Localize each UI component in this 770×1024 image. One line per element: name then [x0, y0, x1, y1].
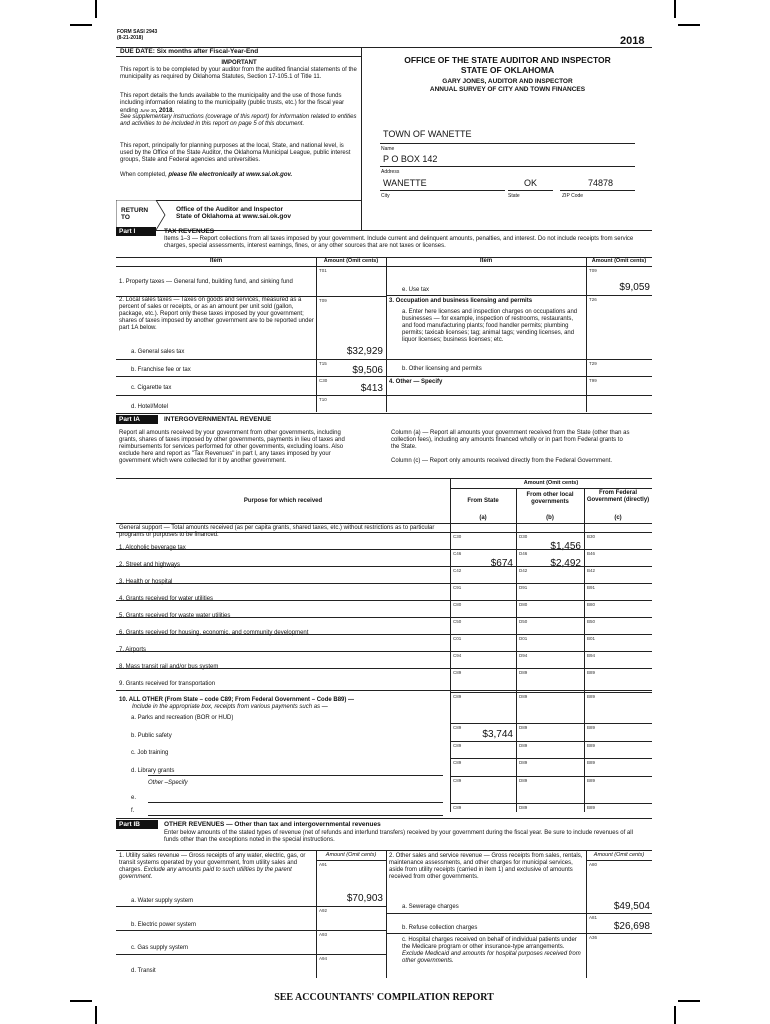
row-rule: [116, 600, 652, 601]
hospital-charges: c. Hospital charges received on behalf of individual patients under the Medicare program or other insurance-type arrangements. Exclude Medicaid and amounts for hospital purposes received from other governments.: [402, 937, 581, 964]
rule: [116, 954, 386, 955]
row-label: 4. Grants received for water utilities: [119, 596, 214, 602]
entity-city[interactable]: WANETTE: [383, 178, 427, 188]
crop-mark: [70, 24, 92, 26]
code-b: D91: [519, 585, 528, 590]
col-a-header: From State: [467, 498, 499, 504]
electric-power: b. Electric power system: [131, 922, 197, 928]
all-other-note: Include in the appropriate box, receipts from various payments such as —: [132, 704, 328, 710]
code-b: D89: [519, 805, 528, 810]
office-line1: OFFICE OF THE STATE AUDITOR AND INSPECTOR: [404, 55, 611, 65]
code-t99: T99: [589, 378, 597, 383]
part1-col-amount: Amount (Omit cents): [323, 258, 379, 264]
local-sales-taxes: 2. Local sales taxes — Taxes on goods and services, measured as a percent of sales or receipts, or as an amount per unit sold (gallon, package, etc.). Report only these taxes imposed by your government; shares of taxes imposed by another government are to be reported under part 1A below.: [119, 297, 314, 331]
return-to-line2: State of Oklahoma at www.sai.ok.gov: [176, 213, 291, 220]
use-tax-amount[interactable]: $9,059: [619, 282, 650, 293]
part1-label: Part I: [116, 227, 156, 236]
code-a: C91: [453, 585, 462, 590]
ib-amount-header-r: Amount (Omit cents): [593, 852, 645, 858]
rule: [116, 395, 386, 396]
code-a: C80: [453, 602, 462, 607]
code-b: D80: [519, 602, 528, 607]
code-b: D89: [519, 694, 528, 699]
code-a: C89: [453, 694, 462, 699]
office-line3: GARY JONES, AUDITOR AND INSPECTOR: [442, 78, 573, 85]
code-b: D89: [519, 725, 528, 730]
franchise-fee: b. Franchise fee or tax: [131, 367, 191, 373]
return-to-label: RETURN TO: [121, 207, 149, 221]
cigarette-tax: c. Cigarette tax: [131, 385, 172, 391]
other-sales-service: 2. Other sales and service revenue — Gross receipts from sales, rentals, maintenance assessments, and other charges for municipal services, aside from utility receipts (carried in item 1) and exclusive of amounts received from other governments.: [389, 853, 583, 880]
row-rule: [116, 634, 652, 635]
important-p2: This report details the funds available to the municipality and the use of those funds including information relating to the municipality (public trusts, etc.) for the fiscal year ending June 30, 2018.: [120, 93, 345, 114]
entity-zip[interactable]: 74878: [588, 178, 614, 188]
code-a: C89: [453, 743, 462, 748]
code-c: B89: [587, 725, 596, 730]
code-b: D42: [519, 568, 528, 573]
other-specify: 4. Other — Specify: [389, 379, 443, 385]
rule: [386, 376, 652, 377]
crop-mark: [678, 24, 700, 26]
important-p3: This report, principally for planning purposes at the local, State, and national level, is used by the Office of the State Auditor, the Oklahoma Municipal League, public interest groups, State and Federal agencies and universities.: [120, 143, 351, 163]
code-a: C46: [453, 551, 462, 556]
rule: [450, 478, 451, 812]
code-a: C89: [453, 670, 462, 675]
row-rule: [116, 583, 652, 584]
name-label: Name: [381, 146, 395, 152]
sub-row-label: b. Public safety: [131, 733, 172, 739]
crop-mark: [70, 1000, 92, 1002]
code-a36: A36: [589, 935, 598, 940]
rule: [316, 860, 386, 861]
important-p4: When completed, please file electronically at www.sai.ok.gov.: [120, 172, 293, 178]
specify-line: [148, 775, 443, 776]
utility-sales: 1. Utility sales revenue — Gross receipts of any water, electric, gas, or transit systems operated by your government, from utility sales and charges. Exclude any amounts paid to such utilities by the parent government.: [119, 853, 306, 880]
address-label: Address: [381, 169, 400, 175]
rule: [386, 913, 652, 914]
row-rule: [450, 776, 652, 777]
code-t09-right: T09: [589, 268, 597, 273]
other-specify-label: Other –Specify: [148, 780, 188, 786]
code-c: B50: [587, 619, 596, 624]
sewerage-amount[interactable]: $49,504: [613, 901, 650, 912]
code-b: D89: [519, 778, 528, 783]
code-a: C50: [453, 619, 462, 624]
sub-row-label: d. Library grants: [131, 768, 175, 774]
code-a94: A94: [319, 956, 328, 961]
rule: [116, 376, 386, 377]
rule: [316, 850, 317, 978]
code-b: D46: [519, 551, 528, 556]
gas-supply: c. Gas supply system: [131, 945, 189, 951]
other-licensing: b. Other licensing and permits: [402, 366, 482, 372]
code-c: B30: [587, 534, 596, 539]
code-a80: A80: [589, 862, 598, 867]
code-a92: A92: [319, 908, 328, 913]
rule: [116, 478, 652, 479]
row-label: 5. Grants received for waste water utilities: [119, 613, 231, 619]
part1b-label: Part IB: [116, 820, 158, 829]
row-label: 7. Airports: [119, 647, 147, 653]
code-c: B89: [587, 743, 596, 748]
code-a: C89: [453, 725, 462, 730]
rule: [380, 166, 635, 167]
code-t29: T29: [589, 361, 597, 366]
col-c-header: From Federal Government (directly): [586, 490, 650, 503]
footer-note: SEE ACCOUNTANTS' COMPILATION REPORT: [274, 992, 494, 1003]
part1a-right2: Column (c) — Report only amounts received directly from the Federal Government.: [391, 458, 613, 464]
entity-name[interactable]: TOWN OF WANETTE: [383, 129, 472, 139]
code-c: B01: [587, 636, 596, 641]
rule: [361, 47, 362, 230]
sub-row-label: f.: [131, 808, 135, 814]
crop-mark: [95, 0, 97, 18]
entity-state[interactable]: OK: [524, 178, 538, 188]
code-a: C89: [453, 778, 462, 783]
part1b-intro: Enter below amounts of the stated types of revenue (net of refunds and interfund transfers) received by your government during the fiscal year. Be sure to include revenues of all funds other than the exceptions noted in the special instructions.: [164, 830, 633, 843]
rule: [380, 143, 635, 144]
rule: [116, 359, 386, 360]
row-label: 3. Health or hospital: [119, 579, 173, 585]
specify-line: [148, 815, 443, 816]
code-c30: C30: [319, 378, 328, 383]
code-c: B42: [587, 568, 596, 573]
city-label: City: [381, 193, 390, 199]
code-b: D30: [519, 534, 528, 539]
part1-intro: Items 1–3 — Report collections from all taxes imposed by your government. Include current and delinquent amounts, penalties, and interest. Do not include receipts from service charges, special assessments, interest earnings, fines, or any other sources that are not taxes or licenses.: [164, 236, 634, 249]
rule: [508, 190, 553, 191]
crop-mark: [678, 1000, 700, 1002]
rule: [386, 850, 387, 978]
rule: [560, 190, 635, 191]
code-b: D89: [519, 743, 528, 748]
rule: [386, 359, 652, 360]
code-b: D01: [519, 636, 528, 641]
form-rev: (8-21-2018): [117, 35, 144, 41]
rule: [116, 266, 652, 267]
code-t15: T15: [319, 361, 327, 366]
part1b-title: OTHER REVENUES — Other than tax and intergovernmental revenues: [164, 821, 381, 828]
row-rule: [116, 668, 652, 669]
code-b: D89: [519, 670, 528, 675]
rule: [584, 488, 585, 812]
crop-mark: [674, 1006, 676, 1024]
row-rule: [450, 741, 652, 742]
code-c: B89: [587, 760, 596, 765]
property-taxes: 1. Property taxes — General fund, building fund, and sinking fund: [119, 279, 293, 285]
code-c: B91: [587, 585, 596, 590]
occupation-licensing: 3. Occupation and business licensing and permits: [389, 298, 533, 304]
row-rule: [116, 617, 652, 618]
rule: [586, 860, 652, 861]
code-c: B89: [587, 805, 596, 810]
general-sales-tax-amount[interactable]: $32,929: [346, 346, 383, 357]
row-rule: [450, 758, 652, 759]
rule: [386, 933, 652, 934]
general-sales-tax: a. General sales tax: [131, 349, 185, 355]
cigarette-tax-amount[interactable]: $413: [360, 383, 383, 394]
important-heading: IMPORTANT: [221, 60, 257, 66]
part1-title: TAX REVENUES: [164, 228, 215, 235]
code-a: C94: [453, 653, 462, 658]
refuse-collection: b. Refuse collection charges: [402, 925, 478, 931]
code-a: C89: [453, 760, 462, 765]
code-b: D89: [519, 760, 528, 765]
form-id: FORM SASI 2943: [117, 29, 158, 35]
row-label: 1. Alcoholic beverage tax: [119, 545, 186, 551]
part1-col-item: Item: [209, 258, 223, 264]
sub-row-label: a. Parks and recreation (BOR or HUD): [131, 715, 234, 721]
amount-local[interactable]: $2,492: [550, 558, 581, 569]
row-rule: [450, 692, 652, 693]
rule: [386, 295, 652, 296]
part1a-title: INTERGOVERNMENTAL REVENUE: [164, 416, 272, 423]
refuse-amount[interactable]: $26,698: [613, 921, 650, 932]
hotel-motel: d. Hotel/Motel: [131, 404, 169, 410]
code-t01: T01: [319, 268, 327, 273]
col-b-header: From other local governments: [526, 492, 574, 505]
due-date: DUE DATE: Six months after Fiscal-Year-End: [120, 48, 259, 55]
office-line4: ANNUAL SURVEY OF CITY AND TOWN FINANCES: [429, 86, 586, 93]
all-other: 10. ALL OTHER (From State – code C89; From Federal Government – Code B89) —: [119, 697, 355, 703]
part1-col-item-r: Item: [479, 258, 493, 264]
specify-line: [148, 802, 443, 803]
rule: [386, 395, 652, 396]
col-b-letter: (b): [546, 515, 554, 521]
row-rule: [450, 723, 652, 724]
crop-mark: [95, 1006, 97, 1024]
rule: [116, 56, 361, 57]
code-c: B94: [587, 653, 596, 658]
zip-label: ZIP Code: [562, 193, 584, 199]
important-p1: This report is to be completed by your auditor from the audited financial statements of the municipality as required by Oklahoma Statutes, Section 17-105.1 of Title 11.: [120, 67, 357, 80]
code-c: B89: [587, 694, 596, 699]
rule: [116, 818, 652, 819]
form-year: 2018: [620, 35, 645, 47]
water-supply: a. Water supply system: [131, 898, 194, 904]
franchise-fee-amount[interactable]: $9,506: [352, 365, 383, 376]
code-c: B80: [587, 602, 596, 607]
water-supply-amount[interactable]: $70,903: [346, 893, 383, 904]
code-t10: T10: [319, 397, 327, 402]
code-a: C42: [453, 568, 462, 573]
code-t26: T26: [589, 297, 597, 302]
rule: [116, 930, 386, 931]
col-c-letter: (c): [614, 515, 622, 521]
purpose-header: Purpose for which received: [243, 498, 323, 504]
return-to-line1: Office of the Auditor and Inspector: [176, 206, 284, 213]
entity-address[interactable]: P O BOX 142: [383, 154, 438, 164]
office-line2: STATE OF OKLAHOMA: [460, 65, 555, 75]
state-label: State: [508, 193, 520, 199]
row-label: 2. Street and highways: [119, 562, 181, 568]
rule: [116, 523, 652, 524]
rule: [586, 257, 587, 412]
code-t09: T09: [319, 298, 327, 303]
amount-header: Amount (Omit cents): [523, 480, 579, 486]
row-label: 8. Mass transit rail and/or bus system: [119, 664, 219, 670]
amount-state[interactable]: $3,744: [482, 729, 513, 740]
amount-local[interactable]: $1,456: [550, 541, 581, 552]
part1a-left-text: Report all amounts received by your government from other governments, including grants, shares of taxes imposed by other governments, payments in lieu of taxes and reimbursements for services performed for other governments, excluding loans. Also exclude here and report as "Tax Revenues" in part I, any taxes imposed by your government which were collected for it by another government.: [119, 430, 345, 464]
code-c: B89: [587, 778, 596, 783]
col-a-letter: (a): [479, 515, 487, 521]
part1a-right1: Column (a) — Report all amounts your government received from the State (other than as collection fees), including any amounts financed wholly or in part from Federal grants to the State.: [391, 430, 630, 450]
sub-row-label: e.: [131, 795, 137, 801]
row-rule: [116, 532, 652, 533]
row-rule: [116, 690, 652, 691]
code-a93: A93: [319, 932, 328, 937]
code-b: D94: [519, 653, 528, 658]
important-p2c: See supplementary instructions (coverage of this report) for information related to entities and activities to be included in this report on page 5 of this document.: [120, 114, 357, 127]
row-label: 9. Grants received for transportation: [119, 681, 216, 687]
row-label: 6. Grants received for housing, economic, and community development: [119, 630, 309, 636]
use-tax: e. Use tax: [402, 287, 430, 293]
part1a-label: Part IA: [116, 415, 158, 424]
sewerage-charges: a. Sewerage charges: [402, 904, 459, 910]
code-b: D50: [519, 619, 528, 624]
rule: [116, 413, 652, 414]
code-c: B46: [587, 551, 596, 556]
sub-row-label: c. Job training: [131, 750, 169, 756]
rule: [386, 257, 387, 412]
code-a91: A91: [319, 862, 328, 867]
code-a81: A81: [589, 915, 598, 920]
code-a: C01: [453, 636, 462, 641]
rule: [116, 850, 652, 851]
rule: [380, 190, 505, 191]
transit: d. Transit: [131, 968, 156, 974]
row-rule: [116, 566, 652, 567]
crop-mark: [674, 0, 676, 18]
row-rule: [116, 651, 652, 652]
rule: [586, 850, 587, 978]
part1-col-amount-r: Amount (Omit cents): [591, 258, 647, 264]
occupation-licensing-a: a. Enter here licenses and inspection charges on occupations and businesses — for example, inspection of restrooms, restaurants, and food manufacturing plants; food handler permits; plumbing permits; taxicab licenses; tag; animal tags; vending licenses, and liquor licenses; business licenses; etc.: [402, 309, 578, 343]
row-rule: [450, 803, 652, 804]
row-rule: [116, 549, 652, 550]
rule: [116, 906, 386, 907]
rule: [450, 488, 652, 489]
code-a: C30: [453, 534, 462, 539]
code-c: B89: [587, 670, 596, 675]
ib-amount-header: Amount (Omit cents): [325, 852, 377, 858]
code-a: C89: [453, 805, 462, 810]
amount-state[interactable]: $674: [490, 558, 513, 569]
rule: [516, 488, 517, 812]
general-support: General support — Total amounts received (as per capita grants, shared taxes, etc.) without restrictions as to particular programs or purposes to be financed.: [119, 525, 435, 538]
